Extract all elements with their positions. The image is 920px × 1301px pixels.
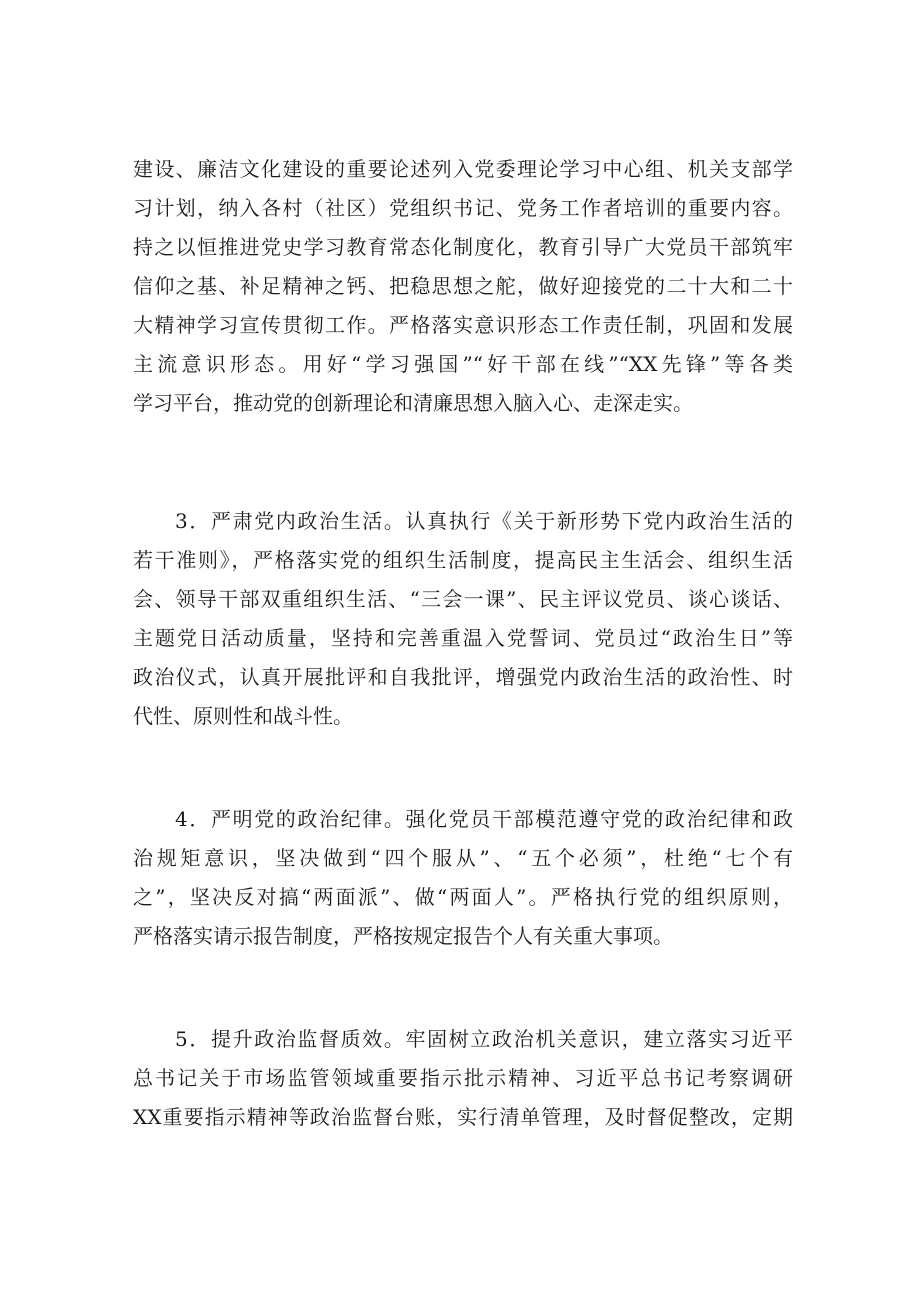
text-line: 持之以恒推进党史学习教育常态化制度化，教育引导广大党员干部筑牢 bbox=[133, 235, 793, 259]
text-line: 3．严肃党内政治生活。认真执行《关于新形势下党内政治生活的 bbox=[175, 509, 793, 533]
text-line: 之”，坚决反对搞“两面派”、做“两面人”。严格执行党的组织原则， bbox=[133, 885, 793, 909]
text-line: 政治仪式，认真开展批评和自我批评，增强党内政治生活的政治性、时 bbox=[133, 665, 793, 689]
text-line: 大精神学习宣传贯彻工作。严格落实意识形态工作责任制，巩固和发展 bbox=[133, 313, 793, 337]
paragraph-item-5 bbox=[133, 1020, 793, 1137]
text-line: 严格落实请示报告制度，严格按规定报告个人有关重大事项。 bbox=[133, 924, 673, 948]
text-line: 学习平台，推动党的创新理论和清廉思想入脑入心、走深走实。 bbox=[133, 391, 693, 415]
text-line: 4．严明党的政治纪律。强化党员干部模范遵守党的政治纪律和政 bbox=[175, 807, 793, 831]
paragraph-item-3 bbox=[133, 502, 793, 736]
text-line: 5．提升政治监督质效。牢固树立政治机关意识，建立落实习近平 bbox=[175, 1027, 793, 1051]
text-line: 习计划，纳入各村（社区）党组织书记、党务工作者培训的重要内容。 bbox=[133, 196, 793, 220]
text-line: 会、领导干部双重组织生活、“三会一课”、民主评议党员、谈心谈话、 bbox=[133, 587, 793, 611]
paragraph-item-4 bbox=[133, 800, 793, 956]
text-line: 总书记关于市场监管领域重要指示批示精神、习近平总书记考察调研 bbox=[133, 1066, 793, 1090]
text-line: 主题党日活动质量，坚持和完善重温入党誓词、党员过“政治生日”等 bbox=[133, 626, 793, 650]
text-line: 建设、廉洁文化建设的重要论述列入党委理论学习中心组、机关支部学 bbox=[133, 157, 793, 181]
text-line: XX重要指示精神等政治监督台账，实行清单管理，及时督促整改，定期 bbox=[133, 1105, 793, 1129]
text-line: 若干准则》，严格落实党的组织生活制度，提高民主生活会、组织生活 bbox=[133, 548, 793, 572]
text-line: 代性、原则性和战斗性。 bbox=[133, 704, 353, 728]
text-line: 主流意识形态。用好“学习强国”“好干部在线”“XX先锋”等各类 bbox=[133, 352, 793, 376]
text-line: 治规矩意识，坚决做到“四个服从”、“五个必须”，杜绝“七个有 bbox=[133, 846, 793, 870]
paragraph-continuation bbox=[133, 150, 793, 423]
text-line: 信仰之基、补足精神之钙、把稳思想之舵，做好迎接党的二十大和二十 bbox=[133, 274, 793, 298]
